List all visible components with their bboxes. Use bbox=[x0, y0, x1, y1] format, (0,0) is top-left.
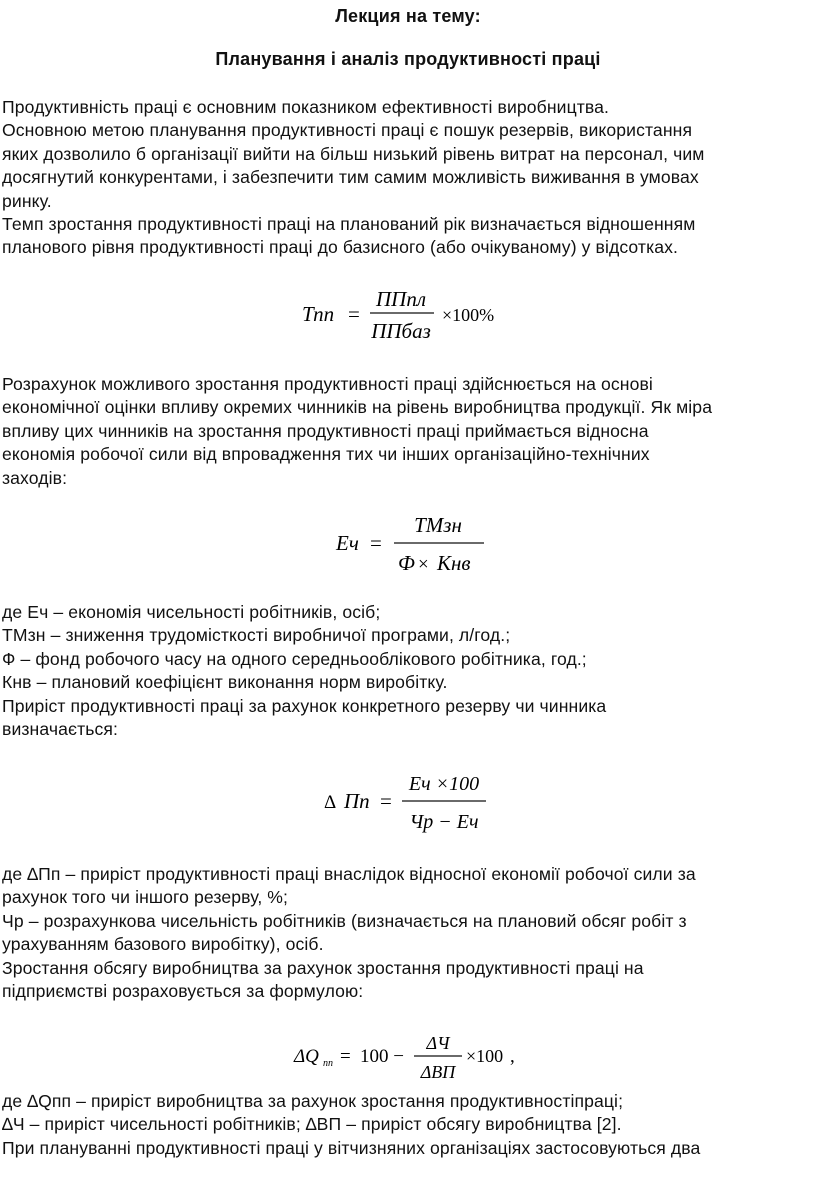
formula-equals: = bbox=[348, 302, 360, 326]
text-line: впливу цих чинників на зростання продуктивності праці приймається відносна bbox=[2, 420, 649, 441]
text-line: ринку. bbox=[2, 190, 52, 211]
formula-comma: , bbox=[510, 1046, 515, 1067]
formula-numerator: Еч ×100 bbox=[408, 773, 480, 795]
formula-denominator-right: Кнв bbox=[437, 551, 471, 575]
formula-labor-economy bbox=[334, 508, 494, 578]
formula-denominator: ППбаз bbox=[371, 319, 431, 343]
text-line: Чр – розрахункова чисельність робітників (визначається на плановий обсяг робіт з bbox=[2, 910, 687, 931]
text-line: де ∆Пп – приріст продуктивності праці внаслідок відносної економії робочої сили за bbox=[2, 864, 696, 884]
text-line: заходів: bbox=[2, 467, 68, 488]
formula-numerator: ППпл bbox=[376, 287, 426, 311]
formula-productivity-growth-rate bbox=[298, 280, 518, 346]
formula-delta: Δ bbox=[324, 792, 337, 813]
formula-numerator: ΔЧ bbox=[426, 1033, 450, 1053]
formula-lhs: Пп bbox=[344, 789, 370, 813]
formula-lhs: Еч bbox=[336, 531, 359, 555]
formula-denominator: Чр − Еч bbox=[409, 811, 479, 833]
formula-lhs: ΔQ bbox=[294, 1046, 319, 1067]
text-line: Продуктивність праці є основним показником ефективності виробництва. bbox=[2, 97, 610, 117]
text-line: яких дозволило б організації вийти на більш низький рівень витрат на персонал, чим bbox=[2, 143, 705, 164]
formula-denominator: ΔВП bbox=[420, 1062, 456, 1082]
text-line: ТМзн – зниження трудомісткості виробничої програми, л/год.; bbox=[2, 625, 511, 646]
formula-output-growth bbox=[290, 1030, 530, 1086]
formula-numerator: ТМзн bbox=[414, 513, 462, 537]
formula-denominator-left: Ф bbox=[398, 551, 415, 575]
page-title: Планування і аналіз продуктивності праці bbox=[215, 49, 601, 69]
formula-times: × bbox=[418, 554, 429, 575]
text-line: урахуванням базового виробітку), осіб. bbox=[2, 934, 324, 955]
text-line: визначається: bbox=[2, 718, 119, 739]
text-line: Темп зростання продуктивності праці на планований рік визначається відношенням bbox=[2, 213, 696, 234]
text-line: Розрахунок можливого зростання продуктивності праці здійснюється на основі bbox=[2, 374, 653, 394]
text-line: Основною метою планування продуктивності праці є пошук резервів, використання bbox=[2, 120, 693, 141]
paragraph-increment-definitions bbox=[2, 863, 814, 1003]
text-line: досягнутий конкурентами, і забезпечити тим самим можливість виживання в умовах bbox=[2, 167, 699, 188]
text-line: де ∆Qпп – приріст виробництва за рахунок зростання продуктивностіпраці; bbox=[2, 1091, 624, 1111]
text-line: де Еч – економія чисельності робітників, осіб; bbox=[2, 602, 381, 622]
formula-subscript: пп bbox=[323, 1058, 333, 1069]
formula-equals: = bbox=[380, 789, 392, 813]
formula-equals: = bbox=[340, 1046, 351, 1067]
text-line: планового рівня продуктивності праці до базисного (або очікуваному) у відсотках. bbox=[2, 237, 679, 258]
formula-multiplier: ×100 bbox=[466, 1046, 504, 1066]
text-line: Приріст продуктивності праці за рахунок конкретного резерву чи чинника bbox=[2, 695, 607, 716]
formula-multiplier: ×100% bbox=[442, 305, 495, 325]
text-line: економія робочої сили від впровадження тих чи інших організаційно-технічних bbox=[2, 444, 650, 465]
formula-productivity-increment bbox=[320, 766, 500, 838]
text-line: ∆Ч – приріст чисельності робітників; ∆ВП – приріст обсягу виробництва [2]. bbox=[2, 1114, 622, 1135]
text-line: При плануванні продуктивності праці у вітчизняних організаціях застосовуються два bbox=[2, 1137, 701, 1158]
paragraph-intro bbox=[2, 96, 814, 260]
lecture-heading: Лекция на тему: bbox=[335, 6, 481, 26]
text-line: Зростання обсягу виробництва за рахунок зростання продуктивності праці на bbox=[2, 957, 644, 978]
text-line: економічної оцінки впливу окремих чинників на рівень виробництва продукції. Як міра bbox=[2, 397, 713, 418]
text-line: підприємстві розраховується за формулою: bbox=[2, 980, 364, 1001]
paragraph-output-definitions bbox=[2, 1090, 814, 1160]
formula-lhs: Тпп bbox=[302, 302, 335, 326]
paragraph-calculation bbox=[2, 373, 814, 490]
text-line: рахунок того чи іншого резерву, %; bbox=[2, 887, 289, 908]
text-line: Кнв – плановий коефіцієнт виконання норм виробітку. bbox=[2, 672, 448, 693]
paragraph-definitions bbox=[2, 601, 814, 741]
formula-equals: = bbox=[370, 531, 382, 555]
text-line: Ф – фонд робочого часу на одного середньооблікового робітника, год.; bbox=[2, 648, 587, 669]
formula-constant: 100 − bbox=[360, 1046, 404, 1067]
